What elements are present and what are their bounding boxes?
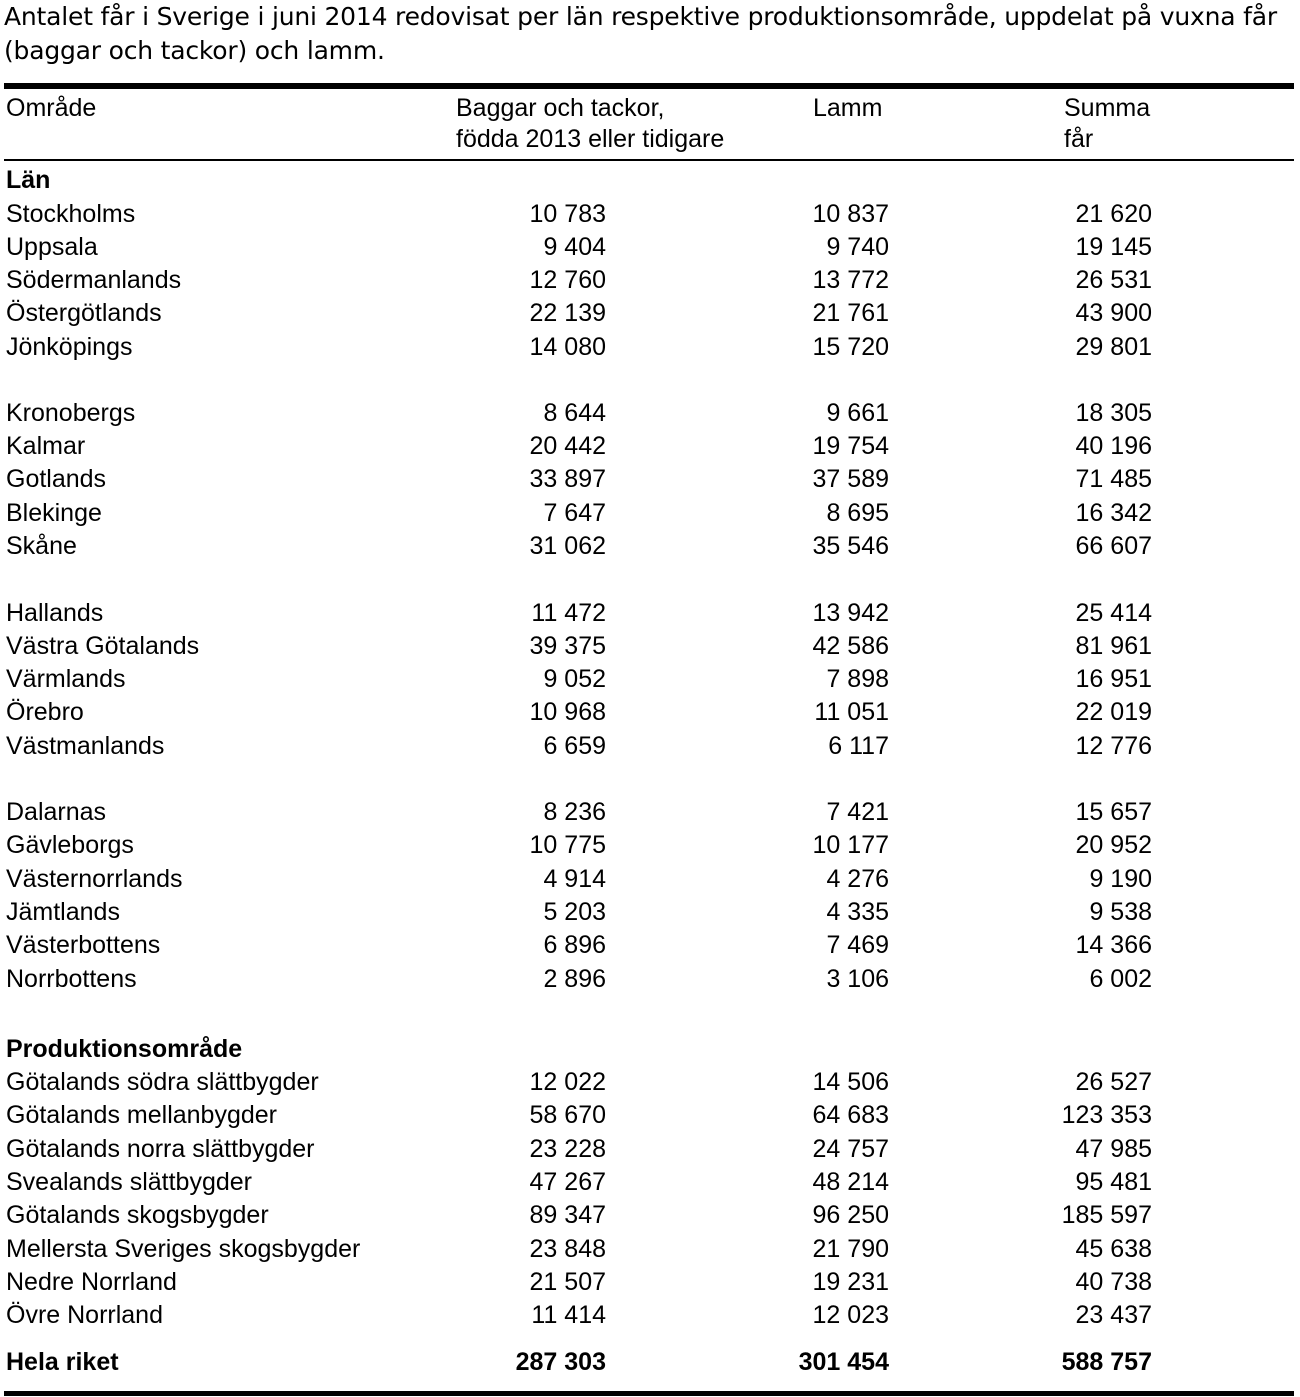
cell-total: 26 531	[1075, 266, 1152, 294]
cell-lambs: 7 469	[826, 931, 889, 959]
row-label: Svealands slättbygder	[6, 1168, 252, 1196]
row-label: Gävleborgs	[6, 831, 134, 859]
row-label: Götalands skogsbygder	[6, 1201, 269, 1229]
header-adults-line2: födda 2013 eller tidigare	[456, 125, 725, 153]
cell-lambs: 64 683	[812, 1101, 889, 1129]
header-rule	[4, 159, 1294, 161]
bottom-rule	[4, 1391, 1294, 1396]
cell-lambs: 21 761	[812, 299, 889, 327]
header-adults	[456, 93, 724, 155]
cell-lambs: 48 214	[812, 1168, 889, 1196]
cell-total: 185 597	[1061, 1201, 1152, 1229]
cell-adults: 8 236	[543, 798, 606, 826]
cell-adults: 12 022	[529, 1068, 606, 1096]
cell-total: 22 019	[1075, 698, 1152, 726]
cell-lambs: 8 695	[826, 499, 889, 527]
cell-adults: 20 442	[529, 432, 606, 460]
cell-total: 18 305	[1075, 399, 1152, 427]
row-label: Stockholms	[6, 200, 136, 228]
row-label: Götalands södra slättbygder	[6, 1068, 319, 1096]
cell-total: 12 776	[1075, 732, 1152, 760]
row-label: Värmlands	[6, 665, 126, 693]
cell-total: 47 985	[1075, 1135, 1152, 1163]
row-label: Västra Götalands	[6, 632, 200, 660]
row-label: Södermanlands	[6, 266, 182, 294]
cell-lambs: 10 837	[812, 200, 889, 228]
cell-lambs: 21 790	[812, 1235, 889, 1263]
row-label: Norrbottens	[6, 965, 137, 993]
header-lambs: Lamm	[813, 94, 883, 122]
header-total-line1: Summa	[1064, 94, 1151, 122]
cell-lambs: 37 589	[812, 465, 889, 493]
row-label: Hela riket	[6, 1348, 119, 1376]
cell-adults: 287 303	[515, 1348, 606, 1376]
row-label: Götalands mellanbygder	[6, 1101, 277, 1129]
cell-adults: 9 052	[543, 665, 606, 693]
cell-total: 40 738	[1075, 1268, 1152, 1296]
cell-lambs: 301 454	[798, 1348, 889, 1376]
cell-lambs: 11 051	[814, 698, 889, 726]
row-label: Uppsala	[6, 233, 98, 261]
cell-adults: 39 375	[529, 632, 606, 660]
header-area: Område	[6, 94, 97, 122]
row-label: Örebro	[6, 698, 84, 726]
cell-adults: 22 139	[529, 299, 606, 327]
cell-adults: 4 914	[543, 865, 606, 893]
cell-adults: 10 783	[529, 200, 606, 228]
row-label: Västernorrlands	[6, 865, 183, 893]
cell-lambs: 12 023	[812, 1301, 889, 1329]
cell-lambs: 19 754	[812, 432, 889, 460]
row-label: Götalands norra slättbygder	[6, 1135, 315, 1163]
row-label: Östergötlands	[6, 299, 162, 327]
cell-total: 9 538	[1089, 898, 1152, 926]
cell-lambs: 13 772	[812, 266, 889, 294]
cell-total: 66 607	[1075, 532, 1152, 560]
cell-total: 40 196	[1075, 432, 1152, 460]
cell-lambs: 13 942	[812, 599, 889, 627]
cell-total: 71 485	[1075, 465, 1152, 493]
row-label: Skåne	[6, 532, 77, 560]
cell-adults: 47 267	[529, 1168, 606, 1196]
cell-total: 9 190	[1089, 865, 1152, 893]
row-label: Västerbottens	[6, 931, 161, 959]
cell-lambs: 9 740	[826, 233, 889, 261]
cell-total: 16 342	[1075, 499, 1152, 527]
cell-total: 123 353	[1061, 1101, 1152, 1129]
cell-total: 15 657	[1075, 798, 1152, 826]
cell-total: 29 801	[1075, 333, 1152, 361]
cell-lambs: 24 757	[812, 1135, 889, 1163]
cell-adults: 89 347	[529, 1201, 606, 1229]
cell-lambs: 14 506	[812, 1068, 889, 1096]
cell-lambs: 7 898	[826, 665, 889, 693]
row-label: Blekinge	[6, 499, 102, 527]
cell-total: 25 414	[1075, 599, 1152, 627]
cell-adults: 2 896	[543, 965, 606, 993]
row-label: Västmanlands	[6, 732, 165, 760]
header-total	[1064, 93, 1150, 155]
cell-lambs: 9 661	[826, 399, 889, 427]
cell-total: 588 757	[1061, 1348, 1152, 1376]
cell-total: 16 951	[1075, 665, 1152, 693]
cell-adults: 8 644	[543, 399, 606, 427]
section-title-produktionsomrade: Produktionsområde	[6, 1035, 243, 1063]
cell-lambs: 35 546	[812, 532, 889, 560]
cell-adults: 6 659	[543, 732, 606, 760]
cell-adults: 12 760	[529, 266, 606, 294]
cell-lambs: 19 231	[812, 1268, 889, 1296]
cell-adults: 14 080	[529, 333, 606, 361]
cell-lambs: 3 106	[826, 965, 889, 993]
row-label: Jönköpings	[6, 333, 133, 361]
row-label: Nedre Norrland	[6, 1268, 177, 1296]
cell-total: 6 002	[1089, 965, 1152, 993]
cell-total: 26 527	[1075, 1068, 1152, 1096]
row-label: Övre Norrland	[6, 1301, 163, 1329]
cell-lambs: 7 421	[826, 798, 889, 826]
cell-total: 21 620	[1075, 200, 1152, 228]
row-label: Jämtlands	[6, 898, 120, 926]
cell-total: 14 366	[1075, 931, 1152, 959]
cell-lambs: 6 117	[828, 732, 889, 760]
row-label: Mellersta Sveriges skogsbygder	[6, 1235, 361, 1263]
cell-total: 45 638	[1075, 1235, 1152, 1263]
cell-adults: 23 848	[529, 1235, 606, 1263]
row-label: Gotlands	[6, 465, 107, 493]
cell-total: 20 952	[1075, 831, 1152, 859]
cell-total: 23 437	[1075, 1301, 1152, 1329]
cell-adults: 58 670	[529, 1101, 606, 1129]
table-caption: Antalet får i Sverige i juni 2014 redovisat per län respektive produktionsområde, uppdelat på vuxna får (baggar och tackor) och lamm.	[4, 2, 1277, 65]
row-label: Kalmar	[6, 432, 86, 460]
cell-adults: 33 897	[529, 465, 606, 493]
cell-adults: 21 507	[529, 1268, 606, 1296]
cell-adults: 5 203	[543, 898, 606, 926]
row-label: Dalarnas	[6, 798, 107, 826]
cell-adults: 6 896	[543, 931, 606, 959]
cell-lambs: 96 250	[812, 1201, 889, 1229]
cell-lambs: 15 720	[812, 333, 889, 361]
cell-total: 19 145	[1075, 233, 1152, 261]
section-title-lan: Län	[6, 166, 51, 194]
cell-adults: 10 968	[529, 698, 606, 726]
row-label: Hallands	[6, 599, 104, 627]
cell-adults: 11 414	[531, 1301, 606, 1329]
cell-adults: 23 228	[529, 1135, 606, 1163]
top-rule	[4, 83, 1294, 89]
cell-adults: 10 775	[529, 831, 606, 859]
cell-lambs: 4 276	[826, 865, 889, 893]
cell-lambs: 10 177	[812, 831, 889, 859]
cell-total: 81 961	[1075, 632, 1152, 660]
header-adults-line1: Baggar och tackor,	[456, 94, 665, 122]
cell-lambs: 42 586	[812, 632, 889, 660]
cell-adults: 11 472	[531, 599, 606, 627]
row-label: Kronobergs	[6, 399, 136, 427]
cell-lambs: 4 335	[826, 898, 889, 926]
cell-adults: 31 062	[529, 532, 606, 560]
cell-total: 43 900	[1075, 299, 1152, 327]
cell-adults: 9 404	[543, 233, 606, 261]
header-total-line2: får	[1064, 125, 1094, 153]
cell-adults: 7 647	[543, 499, 606, 527]
cell-total: 95 481	[1075, 1168, 1152, 1196]
